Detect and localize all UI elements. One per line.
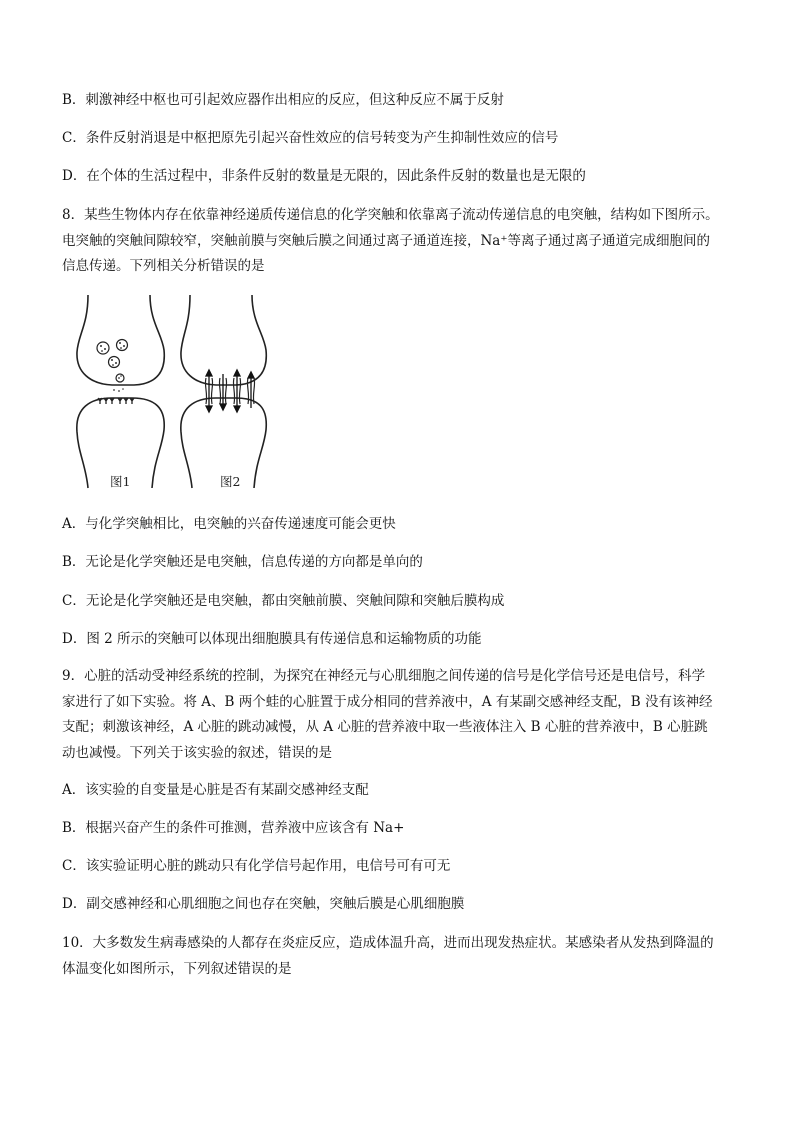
q9-stem-line: 动也减慢。下列关于该实验的叙述，错误的是 — [62, 744, 332, 761]
q9-option-c: C．该实验证明心脏的跳动只有化学信号起作用，电信号可有可无 — [62, 858, 451, 874]
q7-option-c: C．条件反射消退是中枢把原先引起兴奋性效应的信号转变为产生抑制性效应的信号 — [62, 130, 559, 146]
fig2-presynaptic-membrane — [181, 295, 266, 385]
synapse-figure — [70, 290, 270, 495]
q10-stem-line: 10．大多数发生病毒感染的人都存在炎症反应，造成体温升高，进而出现发热症状。某感染者从发热到降温的 — [62, 935, 714, 951]
q9-option-d: D．副交感神经和心肌细胞之间也存在突触，突触后膜是心肌细胞膜 — [62, 896, 465, 912]
q8-option-b: B．无论是化学突触还是电突触，信息传递的方向都是单向的 — [62, 554, 423, 570]
q9-stem-line: 支配；刺激该神经，A 心脏的跳动减慢，从 A 心脏的营养液中取一些液体注入 B 心脏的营养液中，B 心脏跳 — [62, 719, 708, 735]
q7-option-b: B．刺激神经中枢也可引起效应器作出相应的反应，但这种反应不属于反射 — [62, 92, 504, 108]
q10-stem — [62, 931, 742, 982]
figure-1-label: 图1 — [110, 474, 131, 489]
ion-flow-arrows — [206, 370, 254, 412]
q9-option-a: A．该实验的自变量是心脏是否有某副交感神经支配 — [62, 782, 369, 798]
q9-option-b: B．根据兴奋产生的条件可推测，营养液中应该含有 Na+ — [62, 820, 405, 836]
figure-2-label: 图2 — [220, 474, 241, 489]
q8-option-c: C．无论是化学突触还是电突触，都由突触前膜、突触间隙和突触后膜构成 — [62, 593, 505, 609]
q8-option-d: D．图 2 所示的突触可以体现出细胞膜具有传递信息和运输物质的功能 — [62, 631, 482, 647]
q9-stem-line: 9．心脏的活动受神经系统的控制，为探究在神经元与心肌细胞之间传递的信号是化学信号还是电信号，科学 — [62, 668, 706, 684]
q8-stem-line: 8．某些生物体内存在依靠神经递质传递信息的化学突触和依靠离子流动传递信息的电突触，结构如下图所示。 — [62, 207, 719, 223]
q9-stem-line: 家进行了如下实验。将 A、B 两个蛙的心脏置于成分相同的营养液中，A 有某副交感神经支配，B 没有该神经 — [62, 693, 713, 710]
q8-option-a: A．与化学突触相比，电突触的兴奋传递速度可能会更快 — [62, 516, 396, 532]
q8-stem-line: 电突触的突触间隙较窄，突触前膜与突触后膜之间通过离子通道连接，Na⁺等离子通过离子通道完成细胞间的 — [62, 232, 710, 249]
q9-stem — [62, 664, 742, 766]
q8-stem — [62, 203, 742, 280]
ion-channels — [205, 378, 254, 404]
q10-stem-line: 体温变化如图所示，下列叙述错误的是 — [62, 960, 292, 977]
q7-option-d: D．在个体的生活过程中，非条件反射的数量是无限的，因此条件反射的数量也是无限的 — [62, 168, 586, 184]
q8-stem-line: 信息传递。下列相关分析错误的是 — [62, 258, 265, 274]
